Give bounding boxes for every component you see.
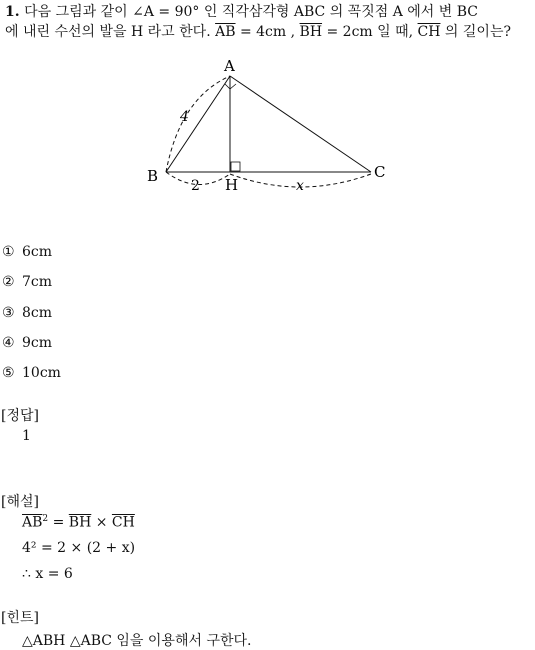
choice-marker: ③ — [2, 305, 15, 321]
triangle-figure — [0, 0, 535, 200]
vertex-a-label: A — [224, 57, 235, 75]
choice-4[interactable] — [2, 334, 52, 352]
length-ab-label: 4 — [180, 109, 189, 125]
choice-2[interactable] — [2, 273, 52, 291]
times-sign: × — [91, 514, 112, 531]
hint-label: [힌트] — [1, 610, 39, 626]
equals-sign: = — [48, 514, 69, 531]
length-hc-label: x — [296, 178, 304, 194]
choice-marker: ① — [2, 244, 15, 260]
segment-ab: $\overline{AB}$ — [215, 24, 236, 40]
explanation-line-3: ∴ x = 6 — [22, 566, 73, 582]
answer-label: [정답] — [1, 408, 39, 424]
choice-text: 6cm — [22, 244, 53, 260]
segment-ab: $\overline{AB}$ — [22, 514, 43, 531]
choice-1[interactable] — [2, 243, 52, 261]
side-ab — [166, 76, 230, 172]
choice-text: 7cm — [22, 274, 53, 290]
segment-bh: $\overline{BH}$ — [68, 514, 92, 531]
length-bh-label: 2 — [191, 178, 200, 194]
question-text-2b: = 4cm , — [235, 24, 300, 40]
explanation-label: [해설] — [1, 494, 39, 510]
explanation-line-1 — [22, 514, 135, 531]
question-text-2d: 의 길이는? — [440, 24, 511, 40]
question-text-2c: = 2cm 일 때, — [322, 24, 418, 40]
choice-marker: ⑤ — [2, 365, 15, 381]
foot-h-label: H — [225, 176, 239, 194]
answer-value: 1 — [22, 428, 31, 444]
vertex-b-label: B — [147, 167, 159, 185]
hint-text: △ABH △ABC 임을 이용해서 구한다. — [22, 633, 252, 649]
question-text-2a: 에 내린 수선의 발을 H 라고 한다. — [5, 24, 216, 40]
segment-ch: $\overline{CH}$ — [111, 514, 135, 531]
choice-5[interactable] — [2, 364, 61, 382]
side-ac — [230, 76, 371, 172]
superscript-2: 2 — [42, 514, 49, 524]
choice-3[interactable] — [2, 304, 52, 322]
choice-marker: ② — [2, 274, 15, 290]
explanation-line-2: 4² = 2 × (2 + x) — [22, 540, 136, 556]
choice-marker: ④ — [2, 335, 15, 351]
choice-text: 8cm — [22, 305, 53, 321]
segment-ch: $\overline{CH}$ — [417, 24, 441, 40]
question-number: 1. — [5, 4, 20, 20]
vertex-c-label: C — [374, 163, 386, 181]
choice-text: 9cm — [22, 335, 53, 351]
choice-text: 10cm — [22, 365, 61, 381]
right-angle-mark-h — [231, 162, 240, 171]
question-text-1: 다음 그림과 같이 ∠A = 90° 인 직각삼각형 ABC 의 꼭짓점 A 에서 변 BC — [24, 4, 478, 20]
segment-bh: $\overline{BH}$ — [299, 24, 323, 40]
